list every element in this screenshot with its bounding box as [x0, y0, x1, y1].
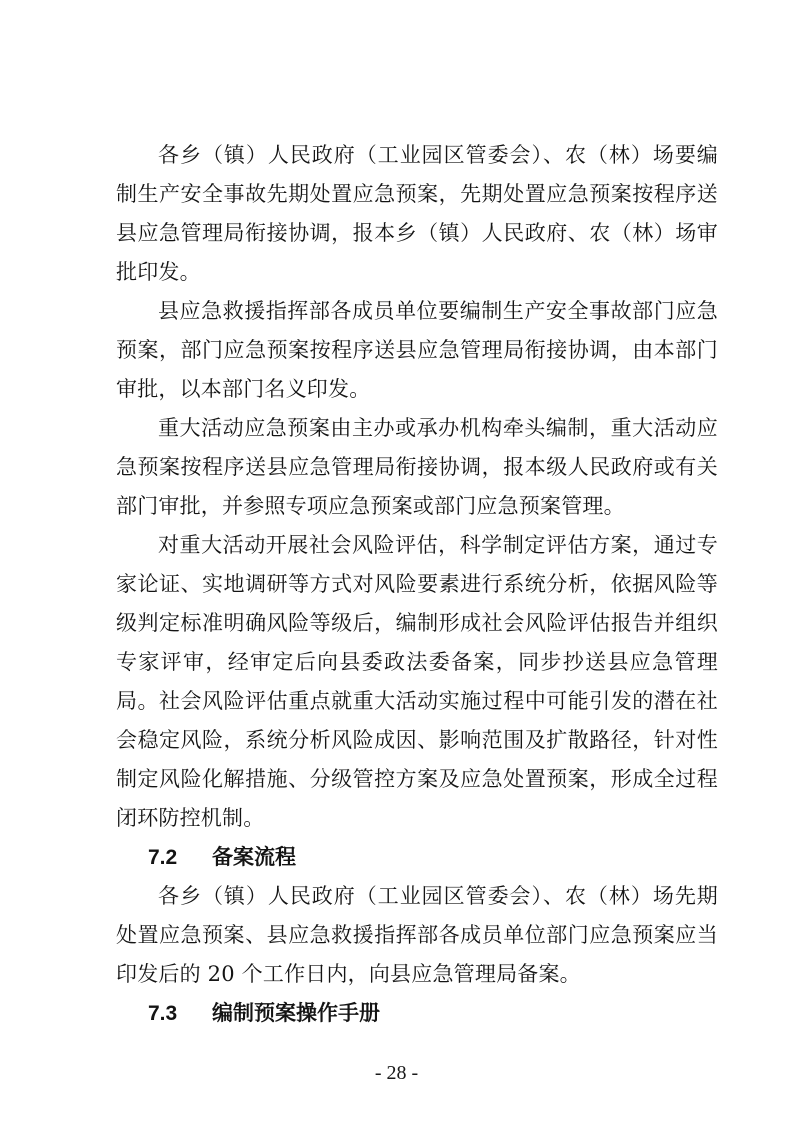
section-title: 编制预案操作手册	[212, 1001, 380, 1025]
paragraph-filing-deadline: 各乡（镇）人民政府（工业园区管委会）、农（林）场先期处置应急预案、县应急救援指挥部各成员单位部门应急预案应当印发后的 20 个工作日内，向县应急管理局备案。	[116, 884, 718, 986]
section-title: 备案流程	[212, 845, 296, 869]
paragraph-major-event-plans: 重大活动应急预案由主办或承办机构牵头编制，重大活动应急预案按程序送县应急管理局衔接协调，报本级人民政府或有关部门审批，并参照专项应急预案或部门应急预案管理。	[116, 416, 718, 518]
section-number: 7.3	[148, 1002, 178, 1025]
paragraph-township-plans: 各乡（镇）人民政府（工业园区管委会）、农（林）场要编制生产安全事故先期处置应急预案，先期处置应急预案按程序送县应急管理局衔接协调，报本乡（镇）人民政府、农（林）场审批印发。	[116, 143, 718, 284]
section-heading-operation-manual	[116, 994, 718, 1033]
document-body	[116, 136, 718, 1033]
page-number: - 28 -	[374, 1062, 419, 1084]
paragraph-risk-assessment: 对重大活动开展社会风险评估，科学制定评估方案，通过专家论证、实地调研等方式对风险要素进行系统分析，依据风险等级判定标准明确风险等级后，编制形成社会风险评估报告并组织专家评审，经审定后向县委政法委备案，同步抄送县应急管理局。社会风险评估重点就重大活动实施过程中可能引发的潜在社会稳定风险，系统分析风险成因、影响范围及扩散路径，针对性制定风险化解措施、分级管控方案及应急处置预案，形成全过程闭环防控机制。	[116, 533, 718, 830]
paragraph-department-plans: 县应急救援指挥部各成员单位要编制生产安全事故部门应急预案，部门应急预案按程序送县应急管理局衔接协调，由本部门审批，以本部门名义印发。	[116, 299, 718, 401]
section-heading-filing-process	[116, 838, 718, 877]
section-number: 7.2	[148, 846, 178, 869]
